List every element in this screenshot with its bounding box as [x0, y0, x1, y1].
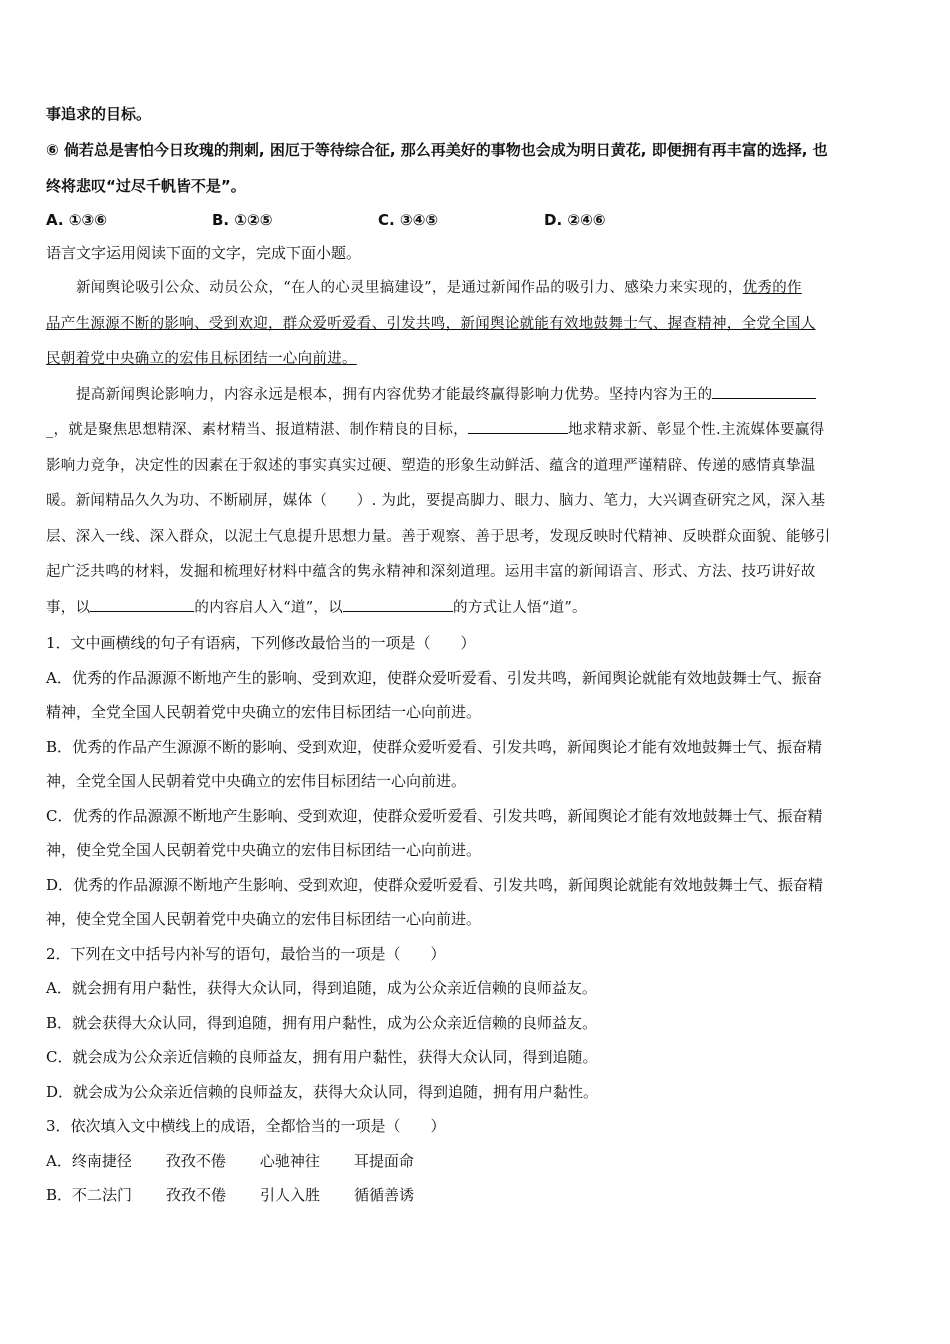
q3-b-word-2: 孜孜不倦 — [166, 1185, 227, 1204]
passage-p1-line3: 民朝着党中央确立的宏伟且标团结一心向前进。 — [46, 351, 357, 367]
passage-p2-line1: 提高新闻舆论影响力，内容永远是根本，拥有内容优势才能最终赢得影响力优势。坚持内容为王的 — [46, 378, 906, 414]
q1-option-d-line2: 神，使全党全国人民朝着党中央确立的宏伟目标团结一心向前进。 — [46, 910, 482, 928]
q2-option-d: D．就会成为公众亲近信赖的良师益友，获得大众认同，得到追随，拥有用户黏性。 — [46, 1082, 599, 1101]
q2-option-c: C．就会成为公众亲近信赖的良师益友，拥有用户黏性，获得大众认同，得到追随。 — [46, 1048, 598, 1066]
q3-a-word-3: 心驰神往 — [259, 1151, 320, 1170]
option-a: A. ①③⑥ — [46, 211, 107, 229]
q3-b-word-4: 循循善诱 — [354, 1185, 415, 1204]
question-3: 3．依次填入文中横线上的成语，全都恰当的一项是（ ） — [46, 1117, 446, 1135]
option-b: B. ①②⑤ — [212, 211, 273, 229]
q1-option-c-line2: 神，使全党全国人民朝着党中央确立的宏伟目标团结一心向前进。 — [46, 841, 482, 859]
option-c: C. ③④⑤ — [378, 211, 439, 229]
q1-option-a-line2: 精神，全党全国人民朝着党中央确立的宏伟目标团结一心向前进。 — [46, 703, 482, 721]
q1-option-b-line1: B．优秀的作品产生源源不断的影响、受到欢迎，使群众爱听爱看、引发共鸣，新闻舆论才能有效地鼓舞士气、振奋精 — [46, 737, 823, 756]
blank-1 — [712, 384, 816, 399]
q1-option-b-line2: 神，全党全国人民朝着党中央确立的宏伟目标团结一心向前进。 — [46, 772, 467, 790]
section-intro: 语言文字运用阅读下面的文字，完成下面小题。 — [46, 244, 362, 262]
statement-6-line1: ⑥ 倘若总是害怕今日玫瑰的荆刺, 困厄于等待综合征, 那么再美好的事物也会成为明日黄花, 即便拥有再丰富的选择, 也 — [46, 141, 828, 159]
q2-option-b: B．就会获得大众认同，得到追随，拥有用户黏性，成为公众亲近信赖的良师益友。 — [46, 1013, 598, 1032]
passage-p2-line7: 事，以 的内容启人入“道”，以 的方式让人悟“道”。 — [46, 591, 906, 627]
passage-p1-line1: 新闻舆论吸引公众、动员公众，“在人的心灵里搞建设”，是通过新闻作品的吸引力、感染力来实现的，优秀的作 — [76, 280, 802, 296]
passage-p2-line4: 暖。新闻精品久久为功、不断刷屏，媒体（ ）. 为此，要提高脚力、眼力、脑力、笔力，大兴调查研究之风，深入基 — [46, 493, 826, 509]
blank-4 — [343, 597, 453, 612]
q1-option-d-line1: D．优秀的作品源源不断地产生影响、受到欢迎，使群众爱听爱看、引发共鸣，新闻舆论就能有效地鼓舞士气、振奋精 — [46, 875, 824, 894]
passage-p2-line5: 层、深入一线、深入群众，以泥土气息提升思想力量。善于观察、善于思考，发现反映时代精神、反映群众面貌、能够引 — [46, 528, 831, 545]
question-2: 2．下列在文中括号内补写的语句，最恰当的一项是（ ） — [46, 944, 446, 963]
passage-p1-line2: 品产生源源不断的影响、受到欢迎，群众爱听爱看、引发共鸣，新闻舆论就能有效地鼓舞士气、握查精神，全党全国人 — [46, 315, 816, 332]
prev-item-tail: 事追求的目标。 — [46, 105, 152, 123]
statement-6-line2: 终将悲叹“过尽千帆皆不是”。 — [46, 177, 246, 195]
passage-p2-line6: 起广泛共鸣的材料，发掘和梳理好材料中蕴含的隽永精神和深刻道理。运用丰富的新闻语言、形式、方法、技巧讲好故 — [46, 564, 816, 580]
underlined-sentence: 优秀的作 — [742, 280, 802, 296]
passage-p2-line2: _，就是聚焦思想精深、素材精当、报道精湛、制作精良的目标， 地求精求新、彰显个性.主流媒体要赢得 — [46, 413, 906, 449]
q3-option-a — [46, 1144, 906, 1178]
reading-passage — [46, 271, 906, 626]
blank-2 — [468, 419, 568, 434]
q2-option-a: A．就会拥有用户黏性，获得大众认同，得到追随，成为公众亲近信赖的良师益友。 — [46, 979, 597, 997]
prev-question-options — [46, 204, 906, 236]
q3-a-word-2: 孜孜不倦 — [165, 1151, 226, 1170]
blank-3 — [90, 597, 194, 612]
q3-a-word-4: 耳提面命 — [353, 1151, 414, 1170]
question-1: 1．文中画横线的句子有语病，下列修改最恰当的一项是（ ） — [46, 634, 476, 652]
option-d: D. ②④⑥ — [544, 211, 606, 229]
q1-option-c-line1: C．优秀的作品源源不断地产生影响、受到欢迎，使群众爱听爱看、引发共鸣，新闻舆论才能有效地鼓舞士气、振奋精 — [46, 806, 823, 825]
document-page — [46, 96, 906, 1212]
q3-b-word-3: 引人入胜 — [260, 1185, 321, 1204]
q3-option-b — [46, 1178, 906, 1212]
q3-b-word-1: B．不二法门 — [46, 1185, 133, 1204]
passage-p2-line3: 影响力竞争，决定性的因素在于叙述的事实真实过硬、塑造的形象生动鲜活、蕴含的道理严谨精辟、传递的感情真挚温 — [46, 457, 816, 474]
q1-option-a-line1: A．优秀的作品源源不断地产生的影响、受到欢迎，使群众爱听爱看、引发共鸣，新闻舆论就能有效地鼓舞士气、振奋 — [46, 668, 822, 687]
q3-a-word-1: A．终南捷径 — [46, 1151, 132, 1170]
